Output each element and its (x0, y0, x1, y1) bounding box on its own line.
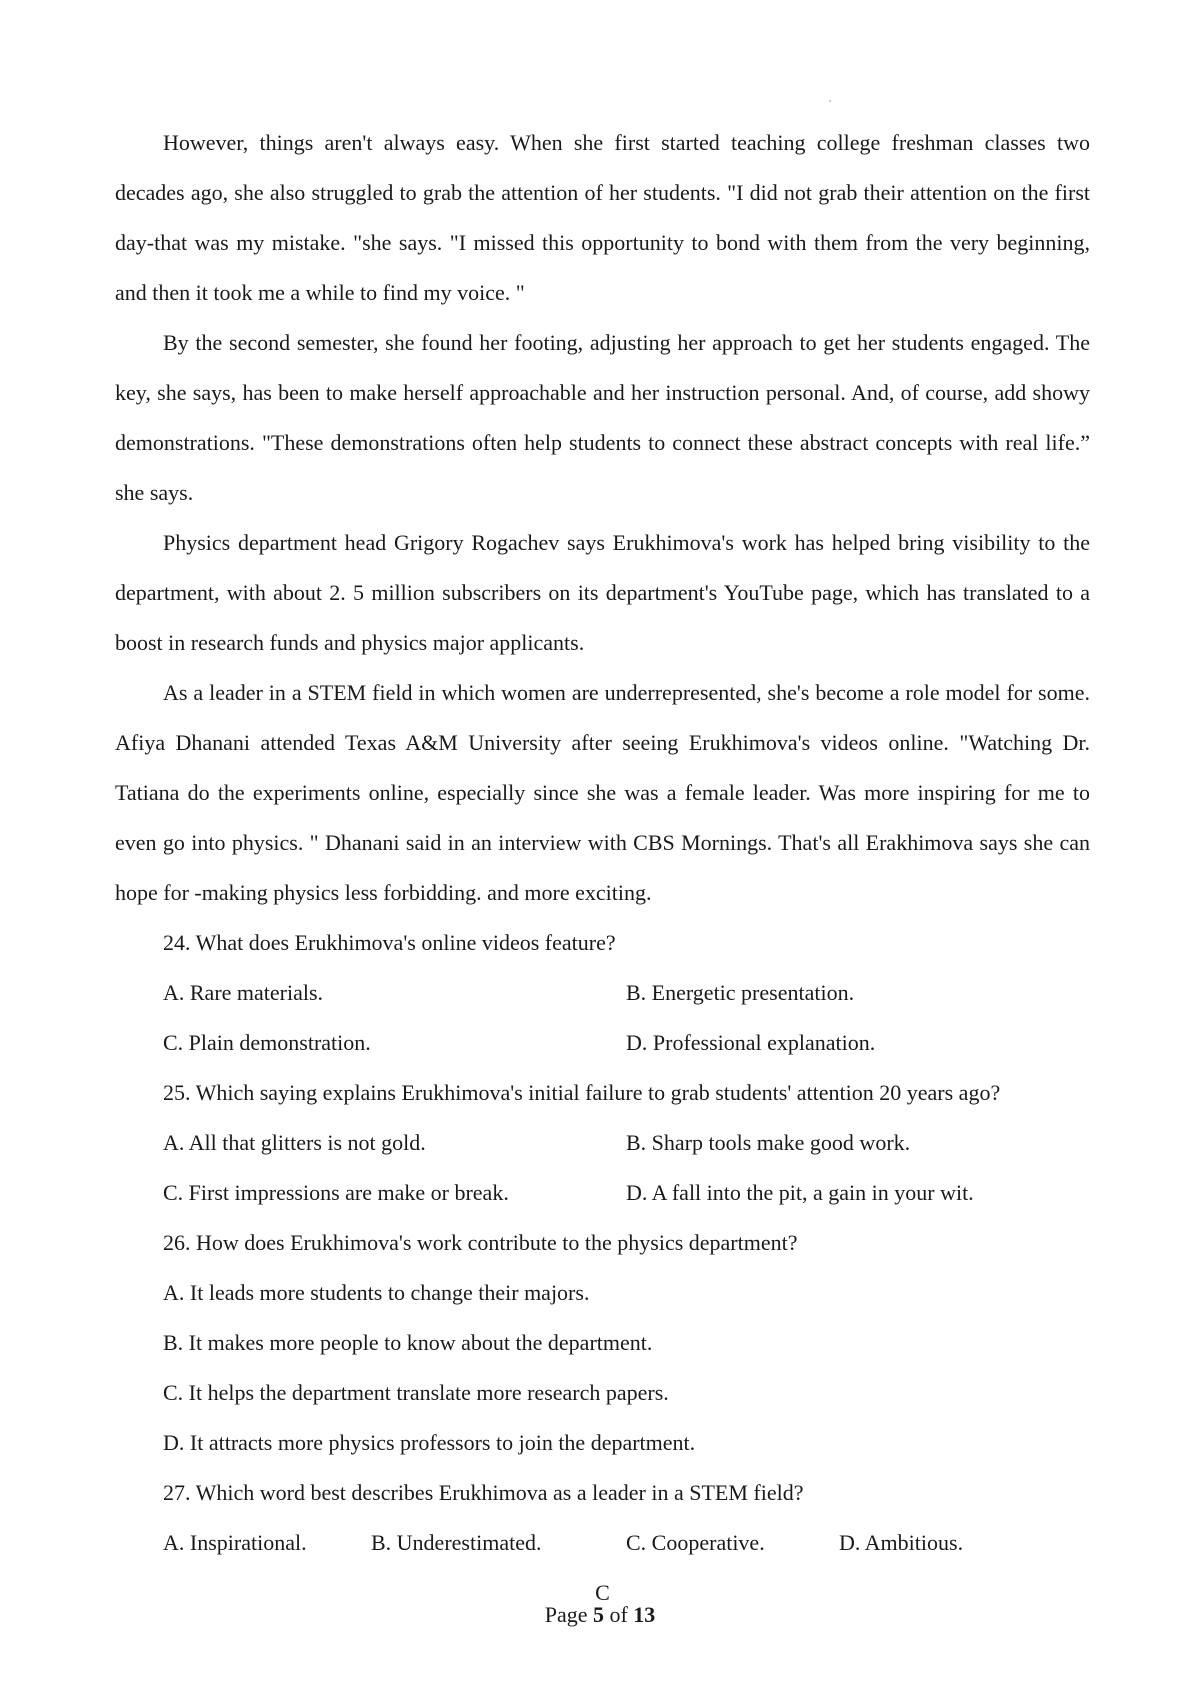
question-25-options-row-2 (115, 1168, 1090, 1218)
paragraph: By the second semester, she found her footing, adjusting her approach to get her students engaged. The key, she says, has been to make herself approachable and her instruction personal. And, of course, add showy demonstrations. "These demonstrations often help students to connect these abstract concepts with real life.” she says. (115, 330, 1090, 505)
option-b: B. Underestimated. (371, 1530, 542, 1555)
option-c: C. Plain demonstration. (163, 1030, 371, 1055)
option-c: C. It helps the department translate more research papers. (163, 1380, 669, 1405)
question-27-options-row (115, 1518, 1090, 1568)
option-b: B. Sharp tools make good work. (626, 1130, 911, 1155)
option-c: C. First impressions are make or break. (163, 1180, 509, 1205)
question-24-stem: 24. What does Erukhimova's online videos feature? (163, 930, 616, 955)
option-a: A. Rare materials. (163, 980, 324, 1005)
page-of-label: of (603, 1602, 634, 1627)
section-heading: C (595, 1580, 610, 1605)
option-b: B. Energetic presentation. (626, 980, 855, 1005)
option-a: A. Inspirational. (163, 1530, 307, 1555)
paragraph: As a leader in a STEM field in which women are underrepresented, she's become a role model for some. Afiya Dhanani attended Texas A&M University after seeing Erukhimova's videos online. "Watching Dr. Tatiana do the experiments online, especially since she was a female leader. Was more inspiring for me to even go into physics. " Dhanani said in an interview with CBS Mornings. That's all Erakhimova says she can hope for -making physics less forbidding. and more exciting. (115, 680, 1090, 905)
option-d: D. Professional explanation. (626, 1030, 876, 1055)
option-c: C. Cooperative. (626, 1530, 765, 1555)
option-d: D. Ambitious. (839, 1530, 964, 1555)
option-d: D. A fall into the pit, a gain in your wit. (626, 1180, 974, 1205)
page-label: Page (544, 1602, 593, 1627)
current-page: 5 (592, 1602, 604, 1627)
question-24-options-row-2 (115, 1018, 1090, 1068)
question-24-options-row-1 (115, 968, 1090, 1018)
option-b: B. It makes more people to know about the department. (163, 1330, 653, 1355)
document-page (115, 118, 1090, 1618)
option-a: A. It leads more students to change their majors. (163, 1280, 590, 1305)
scan-dot (829, 100, 831, 102)
total-pages: 13 (633, 1602, 656, 1627)
page-number (0, 1600, 1200, 1630)
question-25-stem: 25. Which saying explains Erukhimova's initial failure to grab students' attention 20 years ago? (163, 1080, 1001, 1105)
question-25-options-row-1 (115, 1118, 1090, 1168)
paragraph: Physics department head Grigory Rogachev says Erukhimova's work has helped bring visibility to the department, with about 2. 5 million subscribers on its department's YouTube page, which has translated to a boost in research funds and physics major applicants. (115, 530, 1090, 655)
paragraph: However, things aren't always easy. When she first started teaching college freshman classes two decades ago, she also struggled to grab the attention of her students. "I did not grab their attention on the first day-that was my mistake. "she says. "I missed this opportunity to bond with them from the very beginning, and then it took me a while to find my voice. " (115, 130, 1090, 305)
question-27-stem: 27. Which word best describes Erukhimova as a leader in a STEM field? (163, 1480, 804, 1505)
option-a: A. All that glitters is not gold. (163, 1130, 426, 1155)
option-d: D. It attracts more physics professors to join the department. (163, 1430, 696, 1455)
question-26-stem: 26. How does Erukhimova's work contribute to the physics department? (163, 1230, 798, 1255)
